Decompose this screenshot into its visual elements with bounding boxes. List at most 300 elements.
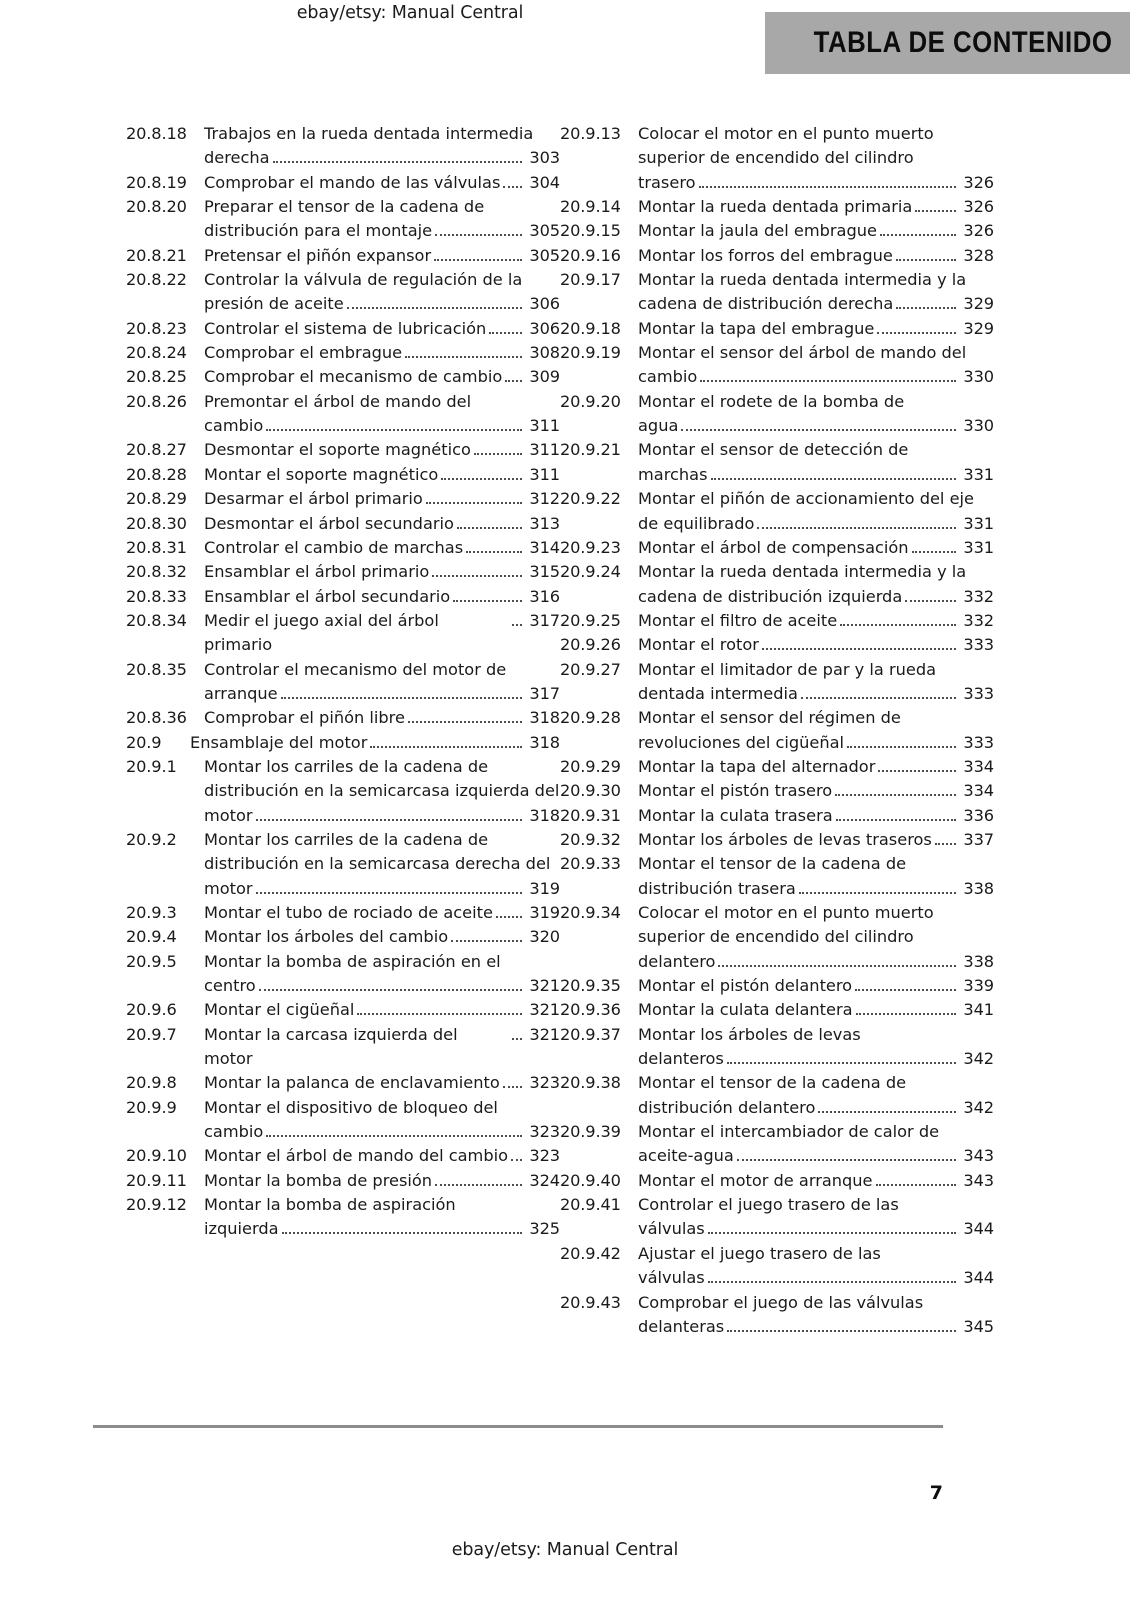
toc-entry-body — [204, 658, 560, 707]
toc-entry-line — [638, 998, 994, 1022]
toc-entry-body — [204, 1193, 560, 1242]
toc-leader-dots — [818, 1111, 956, 1113]
toc-entry-page: 306 — [529, 318, 560, 338]
toc-entry-line — [204, 244, 560, 268]
toc-entry-number: 20.9.20 — [560, 391, 621, 411]
toc-entry-body — [638, 219, 994, 243]
toc-entry-number: 20.9.28 — [560, 708, 621, 728]
toc-entry-title: Montar la culata delantera — [638, 1000, 853, 1020]
toc-entry-title: aceite-agua — [638, 1146, 734, 1166]
toc-entry-page: 309 — [529, 367, 560, 387]
toc-entry-body — [638, 609, 994, 633]
toc-entry-line — [638, 950, 994, 974]
toc-entry-title: Desmontar el soporte magnético — [204, 440, 471, 460]
toc-entry-number: 20.9.9 — [126, 1097, 177, 1117]
page-title: TABLA DE CONTENIDO — [813, 26, 1112, 59]
toc-entry[interactable] — [126, 585, 560, 609]
toc-entry-page: 342 — [963, 1097, 994, 1117]
toc-leader-dots — [727, 1062, 956, 1064]
toc-entry-title: cambio — [204, 416, 264, 436]
toc-entry-number: 20.9.26 — [560, 635, 621, 655]
toc-entry[interactable] — [126, 171, 560, 195]
toc-leader-dots — [836, 819, 956, 821]
toc-entry-title-wrap: Montar el rodete de la bomba de — [638, 391, 905, 411]
toc-leader-dots — [896, 259, 956, 261]
toc-entry-line — [638, 365, 994, 389]
toc-leader-dots — [357, 1013, 522, 1015]
toc-entry[interactable] — [126, 1193, 560, 1242]
toc-entry[interactable] — [560, 1193, 994, 1242]
toc-entry[interactable] — [126, 390, 560, 439]
toc-entry[interactable] — [560, 974, 994, 998]
toc-entry[interactable] — [560, 536, 994, 560]
toc-entry-line — [204, 609, 560, 658]
toc-entry-body — [638, 852, 994, 901]
toc-entry-page: 332 — [963, 610, 994, 630]
toc-entry-number: 20.9.10 — [126, 1146, 187, 1166]
toc-entry-line — [190, 731, 560, 755]
toc-leader-dots — [489, 332, 522, 334]
toc-entry[interactable] — [560, 122, 994, 195]
toc-leader-dots — [876, 1184, 956, 1186]
toc-entry-number: 20.8.31 — [126, 537, 187, 557]
toc-entry[interactable] — [560, 901, 994, 974]
toc-entry-body — [638, 560, 994, 609]
toc-entry[interactable] — [126, 925, 560, 949]
toc-entry-title: Montar la palanca de enclavamiento — [204, 1073, 500, 1093]
toc-entry[interactable] — [560, 487, 994, 536]
toc-leader-dots — [711, 478, 956, 480]
toc-entry[interactable] — [560, 852, 994, 901]
toc-entry-title: Ensamblar el árbol primario — [204, 562, 430, 582]
toc-entry-line — [204, 1023, 560, 1072]
toc-entry-page: 345 — [963, 1316, 994, 1336]
toc-entry[interactable] — [126, 365, 560, 389]
toc-leader-dots — [426, 502, 522, 504]
toc-entry-page: 323 — [529, 1073, 560, 1093]
toc-entry-body — [638, 633, 994, 657]
toc-entry-body — [204, 1071, 560, 1095]
toc-entry-title: Controlar el cambio de marchas — [204, 537, 464, 557]
toc-entry-title-wrap: Montar el intercambiador de calor de — [638, 1122, 940, 1142]
toc-entry[interactable] — [126, 268, 560, 317]
toc-entry-body — [638, 658, 994, 707]
toc-entry-page: 339 — [963, 976, 994, 996]
toc-leader-dots — [847, 746, 956, 748]
toc-entry-title: de equilibrado — [638, 513, 755, 533]
toc-entry[interactable] — [560, 1169, 994, 1193]
toc-entry[interactable] — [126, 755, 560, 828]
toc-entry[interactable] — [126, 122, 560, 171]
toc-leader-dots — [905, 600, 956, 602]
toc-entry[interactable] — [560, 244, 994, 268]
toc-entry-number: 20.9 — [126, 732, 162, 752]
toc-entry-page: 316 — [529, 586, 560, 606]
toc-leader-dots — [840, 624, 956, 626]
toc-entry-page: 311 — [529, 440, 560, 460]
toc-entry-body — [638, 974, 994, 998]
toc-entry-number: 20.8.29 — [126, 489, 187, 509]
toc-entry-line — [638, 317, 994, 341]
toc-entry-body — [638, 438, 994, 487]
toc-entry-line — [204, 536, 560, 560]
toc-leader-dots — [282, 1232, 522, 1234]
toc-entry-line — [204, 585, 560, 609]
toc-entry[interactable] — [560, 317, 994, 341]
toc-leader-dots — [503, 186, 522, 188]
toc-entry-title-wrap: Montar el dispositivo de bloqueo del — [204, 1097, 498, 1117]
toc-entry[interactable] — [126, 901, 560, 925]
toc-entry[interactable] — [560, 1242, 994, 1291]
toc-entry[interactable] — [126, 536, 560, 560]
toc-entry[interactable] — [560, 804, 994, 828]
toc-entry-body — [204, 512, 560, 536]
toc-entry-page: 318 — [529, 732, 560, 752]
toc-entry-number: 20.9.34 — [560, 903, 621, 922]
toc-entry-title: cambio — [638, 367, 698, 387]
toc-entry[interactable] — [126, 1169, 560, 1193]
toc-entry-number: 20.9.31 — [560, 805, 621, 825]
toc-entry-page: 341 — [963, 1000, 994, 1020]
toc-entry[interactable] — [560, 195, 994, 219]
toc-entry-line — [204, 219, 560, 243]
toc-entry-title: izquierda — [204, 1219, 279, 1239]
toc-entry-number: 20.8.25 — [126, 367, 187, 387]
toc-entry[interactable] — [126, 1023, 560, 1072]
toc-entry-number: 20.9.35 — [560, 976, 621, 996]
toc-entry[interactable] — [126, 512, 560, 536]
toc-entry-title: arranque — [204, 683, 278, 703]
toc-entry-line — [638, 974, 994, 998]
toc-entry[interactable] — [560, 1120, 994, 1169]
toc-entry-number: 20.9.7 — [126, 1024, 177, 1044]
toc-entry-title: Montar los árboles del cambio — [204, 927, 449, 947]
toc-entry-title: Montar la rueda dentada primaria — [638, 197, 913, 217]
toc-entry-body — [638, 244, 994, 268]
toc-entry[interactable] — [126, 1096, 560, 1145]
toc-entry-line — [204, 438, 560, 462]
toc-leader-dots — [347, 307, 522, 309]
toc-entry-number: 20.9.2 — [126, 829, 177, 849]
toc-entry-line — [638, 1169, 994, 1193]
toc-entry[interactable] — [560, 828, 994, 852]
toc-entry[interactable] — [560, 438, 994, 487]
toc-entry-title-wrap: Montar la bomba de aspiración en el — [204, 951, 501, 971]
toc-entry-body — [204, 609, 560, 658]
toc-entry-page: 317 — [529, 610, 560, 630]
toc-entry-line — [204, 1144, 560, 1168]
toc-leader-dots — [273, 161, 522, 163]
toc-leader-dots — [912, 551, 956, 553]
toc-entry[interactable] — [126, 487, 560, 511]
toc-entry-title: motor — [204, 878, 253, 898]
toc-entry-title: Montar la jaula del embrague — [638, 221, 877, 241]
toc-leader-dots — [737, 1159, 956, 1161]
footer-divider — [93, 1425, 943, 1428]
toc-entry[interactable] — [560, 633, 994, 657]
toc-leader-dots — [512, 624, 522, 626]
toc-entry-page: 314 — [529, 537, 560, 557]
toc-entry[interactable] — [126, 731, 560, 755]
toc-entry-line — [638, 512, 994, 536]
toc-entry[interactable] — [126, 341, 560, 365]
toc-entry[interactable] — [126, 1071, 560, 1095]
page-header — [0, 0, 1130, 80]
toc-entry[interactable] — [126, 828, 560, 901]
toc-leader-dots — [681, 429, 956, 431]
toc-entry-body — [638, 268, 994, 317]
toc-entry-title-wrap: Controlar el mecanismo del motor de — [204, 659, 507, 679]
toc-entry-title: Montar el rotor — [638, 635, 759, 655]
toc-entry-page: 331 — [963, 537, 994, 557]
toc-entry-line — [204, 317, 560, 341]
toc-entry-body — [190, 731, 560, 755]
toc-entry[interactable] — [560, 1023, 994, 1072]
toc-entry-body — [638, 1291, 994, 1340]
toc-entry-title: Montar el filtro de aceite — [638, 610, 838, 630]
toc-leader-dots — [878, 770, 956, 772]
toc-entry[interactable] — [560, 998, 994, 1022]
toc-entry-title-wrap: Montar el tensor de la cadena de — [638, 1073, 907, 1093]
toc-entry-body — [204, 365, 560, 389]
toc-entry-line — [204, 341, 560, 365]
toc-entry-title: cadena de distribución derecha — [638, 294, 894, 314]
toc-entry-line — [638, 463, 994, 487]
toc-entry-number: 20.9.24 — [560, 562, 621, 582]
toc-entry[interactable] — [560, 1071, 994, 1120]
toc-entry-body — [204, 438, 560, 462]
toc-entry-title: Montar la culata trasera — [638, 805, 833, 825]
toc-entry-title: Ensamblar el árbol secundario — [204, 586, 451, 606]
toc-entry[interactable] — [126, 609, 560, 658]
table-of-contents — [0, 122, 1130, 1339]
toc-entry-line — [204, 560, 560, 584]
toc-entry[interactable] — [126, 244, 560, 268]
toc-leader-dots — [259, 989, 522, 991]
toc-entry-title: delanteras — [638, 1316, 725, 1336]
toc-entry-title: Comprobar el embrague — [204, 343, 403, 363]
toc-entry[interactable] — [560, 609, 994, 633]
toc-entry-title-wrap: Premontar el árbol de mando del — [204, 391, 472, 411]
toc-entry-number: 20.9.37 — [560, 1024, 621, 1044]
toc-entry-number: 20.9.11 — [126, 1170, 187, 1190]
toc-entry-number: 20.8.26 — [126, 391, 187, 411]
toc-entry-title: Montar el cigüeñal — [204, 1000, 355, 1020]
toc-entry-number: 20.9.6 — [126, 1000, 177, 1020]
toc-entry-body — [638, 779, 994, 803]
toc-entry-page: 321 — [529, 1000, 560, 1020]
toc-entry-body — [204, 585, 560, 609]
toc-entry[interactable] — [126, 1144, 560, 1168]
toc-entry-page: 333 — [963, 732, 994, 752]
toc-leader-dots — [405, 356, 522, 358]
toc-entry-line — [638, 755, 994, 779]
toc-entry-title: Montar el motor de arranque — [638, 1170, 873, 1190]
toc-entry-number: 20.8.36 — [126, 708, 187, 728]
toc-entry-page: 306 — [529, 294, 560, 314]
toc-entry-title: distribución trasera — [638, 878, 796, 898]
toc-entry-line — [638, 1266, 994, 1290]
toc-entry[interactable] — [560, 658, 994, 707]
toc-entry-title: válvulas — [638, 1268, 705, 1288]
toc-entry-page: 326 — [963, 197, 994, 217]
toc-entry-number: 20.9.14 — [560, 197, 621, 217]
toc-entry[interactable] — [560, 560, 994, 609]
toc-entry-page: 338 — [963, 951, 994, 971]
toc-entry-page: 324 — [529, 1170, 560, 1190]
toc-entry-line — [204, 146, 560, 170]
toc-leader-dots — [505, 380, 522, 382]
toc-entry-title: derecha — [204, 148, 270, 168]
toc-leader-dots — [757, 527, 956, 529]
toc-entry[interactable] — [126, 560, 560, 584]
toc-entry[interactable] — [126, 998, 560, 1022]
toc-entry-title: Pretensar el piñón expansor — [204, 245, 432, 265]
toc-entry-title-wrap: Montar la rueda dentada intermedia y la — [638, 562, 967, 582]
toc-entry-page: 330 — [963, 367, 994, 387]
toc-entry-title-wrap: Ajustar el juego trasero de las — [638, 1243, 881, 1263]
footer-watermark: ebay/etsy: Manual Central — [451, 1540, 679, 1560]
toc-entry[interactable] — [126, 438, 560, 462]
toc-entry-title: Comprobar el mando de las válvulas — [204, 172, 501, 192]
footer-page-number: 7 — [929, 1482, 943, 1504]
toc-leader-dots — [700, 380, 956, 382]
toc-entry-title: delantero — [638, 951, 716, 971]
toc-leader-dots — [281, 697, 522, 699]
toc-entry[interactable] — [560, 219, 994, 243]
toc-entry-number: 20.9.27 — [560, 659, 621, 679]
toc-entry-body — [204, 171, 560, 195]
toc-leader-dots — [435, 1184, 522, 1186]
toc-entry-body — [638, 341, 994, 390]
toc-entry-title: Montar la tapa del embrague — [638, 318, 875, 338]
toc-entry-page: 320 — [529, 927, 560, 947]
toc-entry-page: 311 — [529, 416, 560, 436]
toc-entry-number: 20.9.33 — [560, 854, 621, 874]
toc-entry-number: 20.8.20 — [126, 197, 187, 217]
toc-leader-dots — [441, 478, 522, 480]
toc-entry-title: motor — [204, 805, 253, 825]
toc-leader-dots — [856, 1013, 956, 1015]
toc-entry-line — [638, 292, 994, 316]
toc-entry[interactable] — [126, 317, 560, 341]
toc-entry-number: 20.9.25 — [560, 610, 621, 630]
toc-entry[interactable] — [560, 390, 994, 439]
toc-entry-line — [204, 414, 560, 438]
toc-entry-body — [638, 1120, 994, 1169]
toc-entry-body — [204, 706, 560, 730]
toc-leader-dots — [801, 697, 956, 699]
toc-entry-number: 20.8.34 — [126, 610, 187, 630]
toc-entry-number: 20.9.41 — [560, 1195, 621, 1215]
toc-entry-page: 329 — [963, 294, 994, 314]
toc-entry-title: distribución para el montaje — [204, 221, 433, 241]
toc-entry-body — [204, 463, 560, 487]
toc-entry-title: Montar el pistón delantero — [638, 976, 853, 996]
toc-entry[interactable] — [126, 658, 560, 707]
toc-entry-line — [638, 195, 994, 219]
toc-entry-page: 343 — [963, 1146, 994, 1166]
toc-entry[interactable] — [560, 706, 994, 755]
toc-entry[interactable] — [560, 1291, 994, 1340]
toc-entry-page: 319 — [529, 878, 560, 898]
toc-entry-page: 331 — [963, 513, 994, 533]
toc-entry-title-wrap: Montar el sensor del régimen de — [638, 708, 901, 728]
toc-entry[interactable] — [126, 950, 560, 999]
toc-entry-title-wrap: Controlar el juego trasero de las — [638, 1195, 899, 1215]
toc-entry-number: 20.9.12 — [126, 1195, 187, 1215]
toc-entry-line — [204, 292, 560, 316]
toc-leader-dots — [877, 332, 956, 334]
toc-entry[interactable] — [126, 706, 560, 730]
toc-entry-page: 329 — [963, 318, 994, 338]
toc-entry-line — [638, 1217, 994, 1241]
toc-entry-page: 323 — [529, 1122, 560, 1142]
toc-entry-number: 20.9.4 — [126, 927, 177, 947]
toc-entry-number: 20.8.28 — [126, 464, 187, 484]
toc-entry-page: 313 — [529, 513, 560, 533]
toc-leader-dots — [935, 843, 956, 845]
toc-entry[interactable] — [560, 268, 994, 317]
toc-entry-line — [204, 974, 560, 998]
toc-entry-line — [638, 609, 994, 633]
toc-entry-number: 20.9.21 — [560, 440, 621, 460]
toc-entry-number: 20.8.18 — [126, 124, 187, 143]
toc-entry-line — [638, 779, 994, 803]
toc-entry-page: 318 — [529, 708, 560, 728]
toc-entry-body — [638, 804, 994, 828]
toc-entry-body — [638, 487, 994, 536]
toc-leader-dots — [434, 259, 522, 261]
toc-entry-title: distribución delantero — [638, 1097, 816, 1117]
toc-entry-body — [638, 1242, 994, 1291]
toc-entry[interactable] — [126, 195, 560, 244]
toc-entry-page: 303 — [529, 148, 560, 168]
toc-entry-page: 311 — [529, 464, 560, 484]
toc-entry-page: 326 — [963, 172, 994, 192]
toc-entry-title: Ensamblaje del motor — [190, 732, 368, 752]
toc-entry-line — [204, 512, 560, 536]
toc-entry-title-wrap: Trabajos en la rueda dentada intermedia — [204, 124, 534, 143]
toc-entry-number: 20.8.22 — [126, 270, 187, 290]
toc-entry-number: 20.9.22 — [560, 489, 621, 509]
toc-entry-body — [638, 390, 994, 439]
toc-entry-page: 305 — [529, 221, 560, 241]
toc-entry[interactable] — [560, 341, 994, 390]
toc-leader-dots — [799, 892, 956, 894]
toc-entry-title: centro — [204, 976, 256, 996]
toc-leader-dots — [408, 721, 522, 723]
toc-entry[interactable] — [126, 463, 560, 487]
toc-entry-page: 317 — [529, 683, 560, 703]
toc-leader-dots — [457, 527, 522, 529]
toc-entry-line — [204, 925, 560, 949]
toc-entry[interactable] — [560, 755, 994, 779]
toc-leader-dots — [503, 1086, 522, 1088]
toc-entry-title: Montar el soporte magnético — [204, 464, 439, 484]
toc-entry-number: 20.8.35 — [126, 659, 187, 679]
toc-entry-body — [638, 1193, 994, 1242]
toc-entry[interactable] — [560, 779, 994, 803]
toc-entry-number: 20.8.19 — [126, 172, 187, 192]
toc-entry-line — [204, 1120, 560, 1144]
toc-entry-line — [638, 828, 994, 852]
toc-entry-title-wrap: Preparar el tensor de la cadena de — [204, 197, 485, 217]
toc-entry-line — [638, 585, 994, 609]
toc-leader-dots — [855, 989, 956, 991]
toc-entry-title-wrap: Montar el limitador de par y la rueda — [638, 659, 937, 679]
toc-entry-page: 334 — [963, 756, 994, 776]
